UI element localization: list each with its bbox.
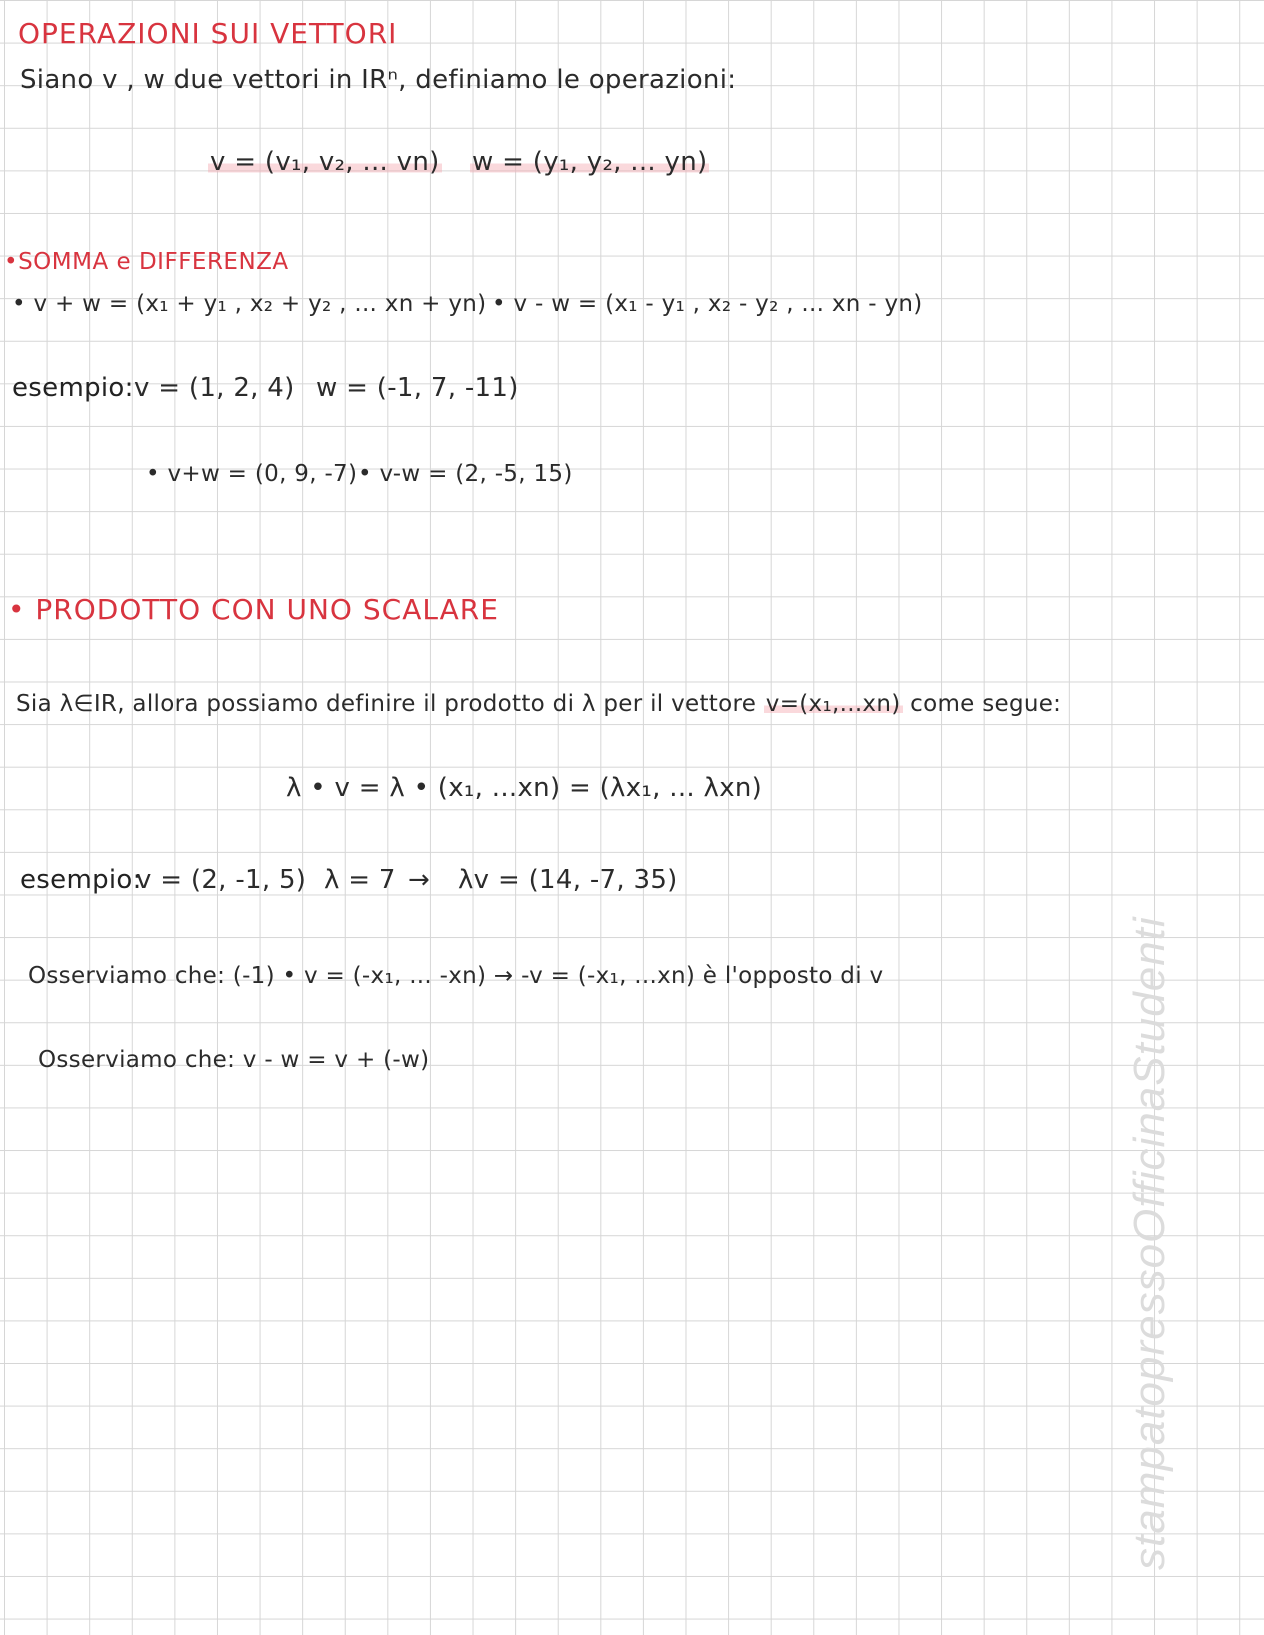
scalar-example-label: esempio: [20,865,142,895]
scalar-example-v: v = (2, -1, 5) [136,865,307,895]
scalar-definition-end: come segue: [910,691,1062,717]
scalar-section-heading: • PRODOTTO CON UNO SCALARE [8,593,499,626]
vector-v-text: v = (v₁, v₂, ... vn) [210,147,440,177]
vector-w-definition [470,146,709,178]
scalar-example-lambda: λ = 7 [324,865,396,895]
scalar-definition-vector: v=(x₁,...xn) [765,691,901,717]
observation-opposite: Osserviamo che: (-1) • v = (-x₁, ... -xn) → -v = (-x₁, ...xn) è l'opposto di v [28,963,884,989]
difference-example-result: • v-w = (2, -5, 15) [358,461,573,487]
vector-w-text: w = (y₁, y₂, ... yn) [472,147,708,177]
sum-example-label: esempio: [12,373,134,403]
sum-formula: • v + w = (x₁ + y₁ , x₂ + y₂ , ... xn + yn) [12,291,487,317]
sum-example-w: w = (-1, 7, -11) [316,373,519,403]
scalar-definition-start: Sia λ∈IR, allora possiamo definire il prodotto di λ per il vettore [16,691,757,717]
page-title: OPERAZIONI SUI VETTORI [18,17,398,50]
scalar-example-result: λv = (14, -7, 35) [458,865,678,895]
sum-section-heading: •SOMMA e DIFFERENZA [4,249,289,275]
intro-text: Siano v , w due vettori in IRⁿ, definiamo le operazioni: [20,65,737,95]
sum-example-v: v = (1, 2, 4) [134,373,295,403]
sum-example-result: • v+w = (0, 9, -7) [146,461,358,487]
observation-difference: Osserviamo che: v - w = v + (-w) [38,1047,430,1073]
arrow-icon: → [408,865,431,895]
scalar-formula: λ • v = λ • (x₁, ...xn) = (λx₁, ... λxn) [286,773,763,803]
difference-formula: • v - w = (x₁ - y₁ , x₂ - y₂ , ... xn - yn) [492,291,923,317]
watermark: stampatopressoOfficinaStudenti [1125,916,1174,1570]
scalar-definition [16,688,1061,720]
vector-v-definition [208,146,442,178]
